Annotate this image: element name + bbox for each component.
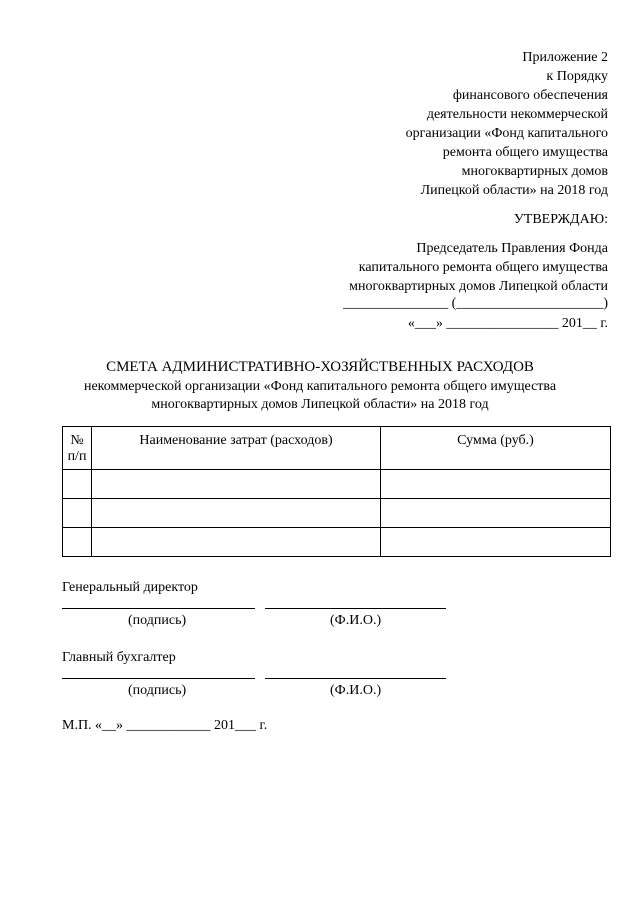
director-name-caption: (Ф.И.О.) bbox=[330, 613, 382, 628]
accountant-signature-line bbox=[62, 678, 255, 679]
approval-date-line: «___» ________________ 201__ г. bbox=[407, 316, 608, 331]
director-signature-caption: (подпись) bbox=[128, 613, 187, 628]
document-subtitle-1: некоммерческой организации «Фонд капитального ремонта общего имущества bbox=[83, 379, 557, 394]
appendix-line-2: к Порядку bbox=[546, 69, 608, 84]
column-header-expense-name: Наименование затрат (расходов) bbox=[92, 427, 381, 470]
accountant-name-caption: (Ф.И.О.) bbox=[330, 683, 382, 698]
appendix-line-6: ремонта общего имущества bbox=[442, 145, 608, 160]
appendix-line-1: Приложение 2 bbox=[522, 50, 608, 65]
accountant-signature-caption: (подпись) bbox=[128, 683, 187, 698]
approval-line-1: Председатель Правления Фонда bbox=[416, 241, 608, 256]
appendix-line-4: деятельности некоммерческой bbox=[426, 107, 608, 122]
table-cell-expense-name bbox=[92, 528, 381, 557]
approval-line-2: капитального ремонта общего имущества bbox=[358, 260, 608, 275]
table-cell-expense-name bbox=[92, 499, 381, 528]
stamp-date-line: М.П. «__» ____________ 201___ г. bbox=[62, 718, 268, 733]
appendix-line-3: финансового обеспечения bbox=[452, 88, 608, 103]
table-cell-number bbox=[63, 499, 92, 528]
table-row bbox=[63, 470, 611, 499]
approval-heading: УТВЕРЖДАЮ: bbox=[513, 212, 608, 227]
table-cell-amount bbox=[381, 499, 611, 528]
table-cell-amount bbox=[381, 528, 611, 557]
column-header-amount: Сумма (руб.) bbox=[381, 427, 611, 470]
appendix-line-7: многоквартирных домов bbox=[461, 164, 608, 179]
table-cell-amount bbox=[381, 470, 611, 499]
approval-signature-line: _______________ (_____________________) bbox=[343, 296, 608, 311]
table-cell-number bbox=[63, 528, 92, 557]
document-title: СМЕТА АДМИНИСТРАТИВНО-ХОЗЯЙСТВЕННЫХ РАСХОДОВ bbox=[106, 359, 534, 375]
table-row bbox=[63, 499, 611, 528]
director-label: Генеральный директор bbox=[62, 580, 198, 595]
column-header-number-sign: № bbox=[70, 433, 84, 448]
table-row bbox=[63, 528, 611, 557]
document-subtitle-2: многоквартирных домов Липецкой области» на 2018 год bbox=[151, 397, 489, 412]
approval-line-3: многоквартирных домов Липецкой области bbox=[349, 279, 608, 294]
director-signature-line bbox=[62, 608, 255, 609]
estimate-table bbox=[62, 426, 611, 557]
accountant-name-line bbox=[265, 678, 446, 679]
appendix-line-5: организации «Фонд капитального bbox=[405, 126, 608, 141]
appendix-line-8: Липецкой области» на 2018 год bbox=[420, 183, 608, 198]
accountant-label: Главный бухгалтер bbox=[62, 650, 176, 665]
table-cell-number bbox=[63, 470, 92, 499]
column-header-number-abbr: п/п bbox=[67, 449, 87, 464]
column-header-number bbox=[63, 427, 92, 470]
director-name-line bbox=[265, 608, 446, 609]
table-header-row bbox=[63, 427, 611, 470]
table-cell-expense-name bbox=[92, 470, 381, 499]
